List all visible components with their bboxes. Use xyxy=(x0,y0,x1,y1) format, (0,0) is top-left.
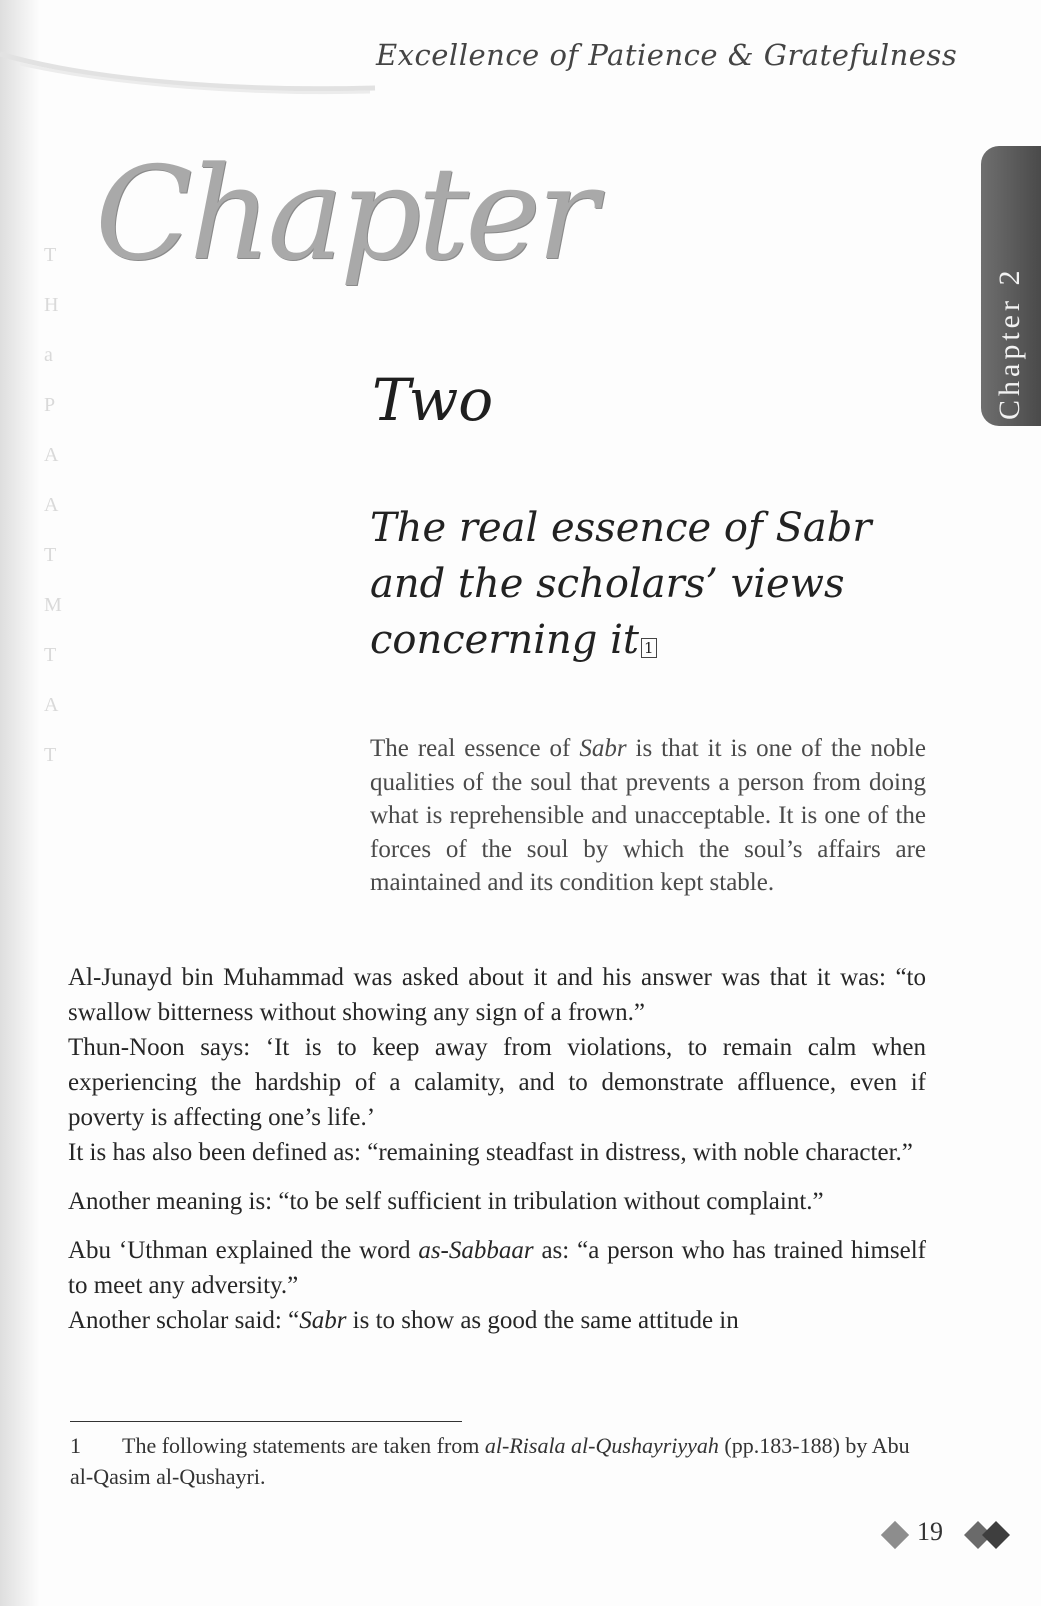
body-paragraph xyxy=(68,1303,926,1338)
chapter-heading-word: Chapter xyxy=(95,140,594,289)
diamond-icon xyxy=(881,1521,909,1549)
section-title-line xyxy=(370,612,930,676)
chapter-side-tab xyxy=(981,146,1041,426)
body-paragraph xyxy=(68,1233,926,1303)
section-title-line-text: concerning it xyxy=(370,617,639,663)
running-head-title: Excellence of Patience & Gratefulness xyxy=(376,38,958,72)
corner-diamonds-icon xyxy=(960,1518,1014,1552)
intro-term: Sabr xyxy=(579,735,627,762)
body-paragraph: Al-Junayd bin Muhammad was asked about it and his answer was that it was: “to swallow bitterness without showing any sign of a frown.” xyxy=(68,964,926,1026)
body-text xyxy=(68,960,926,1338)
footnote-number: 1 xyxy=(70,1433,81,1458)
body-text-span: Abu ‘Uthman explained the word xyxy=(68,1237,419,1264)
header-swoosh-ornament xyxy=(0,40,380,100)
footnote-source: al-Risala al-Qushayriyyah xyxy=(484,1433,719,1458)
body-paragraph: Thun-Noon says: ‘It is to keep away from violations, to remain calm when experiencing the hardship of a calamity, and to demonstrate affluence, even if poverty is affecting one’s life.’ xyxy=(68,1034,926,1131)
body-paragraph: It is has also been defined as: “remaining steadfast in distress, with noble character.” xyxy=(68,1139,913,1166)
section-title-line: The real essence of Sabr xyxy=(370,505,872,551)
body-text-span: as: “a person who has trained himself to meet any adversity.” xyxy=(68,1237,926,1299)
footnote-divider xyxy=(70,1421,462,1422)
intro-text: The real essence of xyxy=(370,735,580,762)
footnote-text: The following statements are taken from xyxy=(122,1433,485,1458)
chapter-number-word: Two xyxy=(372,366,494,434)
intro-text: is that it is one of the noble qualities of the soul that prevents a person from doing what is reprehensible and unacceptable. It is one of the forces of the soul by which the soul’s affairs are maintained and its condition kept stable. xyxy=(370,735,926,896)
body-paragraph: Another meaning is: “to be self sufficient in tribulation without complaint.” xyxy=(68,1188,824,1215)
show-through-text: T H a P A A T M T A T xyxy=(44,244,62,766)
section-title xyxy=(370,500,930,676)
body-text-span: is to show as good the same attitude in xyxy=(346,1307,739,1334)
footnote xyxy=(70,1430,920,1492)
intro-paragraph xyxy=(370,732,926,900)
body-text-span: Another scholar said: “ xyxy=(68,1307,300,1334)
page-number: 19 xyxy=(917,1517,943,1546)
body-term: Sabr xyxy=(299,1307,347,1334)
footnote-text: (pp.183-188) by Abu al-Qasim al-Qushayri. xyxy=(70,1433,910,1489)
footnote-reference[interactable]: 1 xyxy=(641,638,657,658)
page-gutter-shadow xyxy=(0,0,40,1606)
section-title-line: and the scholars’ views xyxy=(370,561,845,607)
body-term: as-Sabbaar xyxy=(418,1237,534,1264)
chapter-side-tab-label: Chapter 2 xyxy=(993,266,1026,420)
